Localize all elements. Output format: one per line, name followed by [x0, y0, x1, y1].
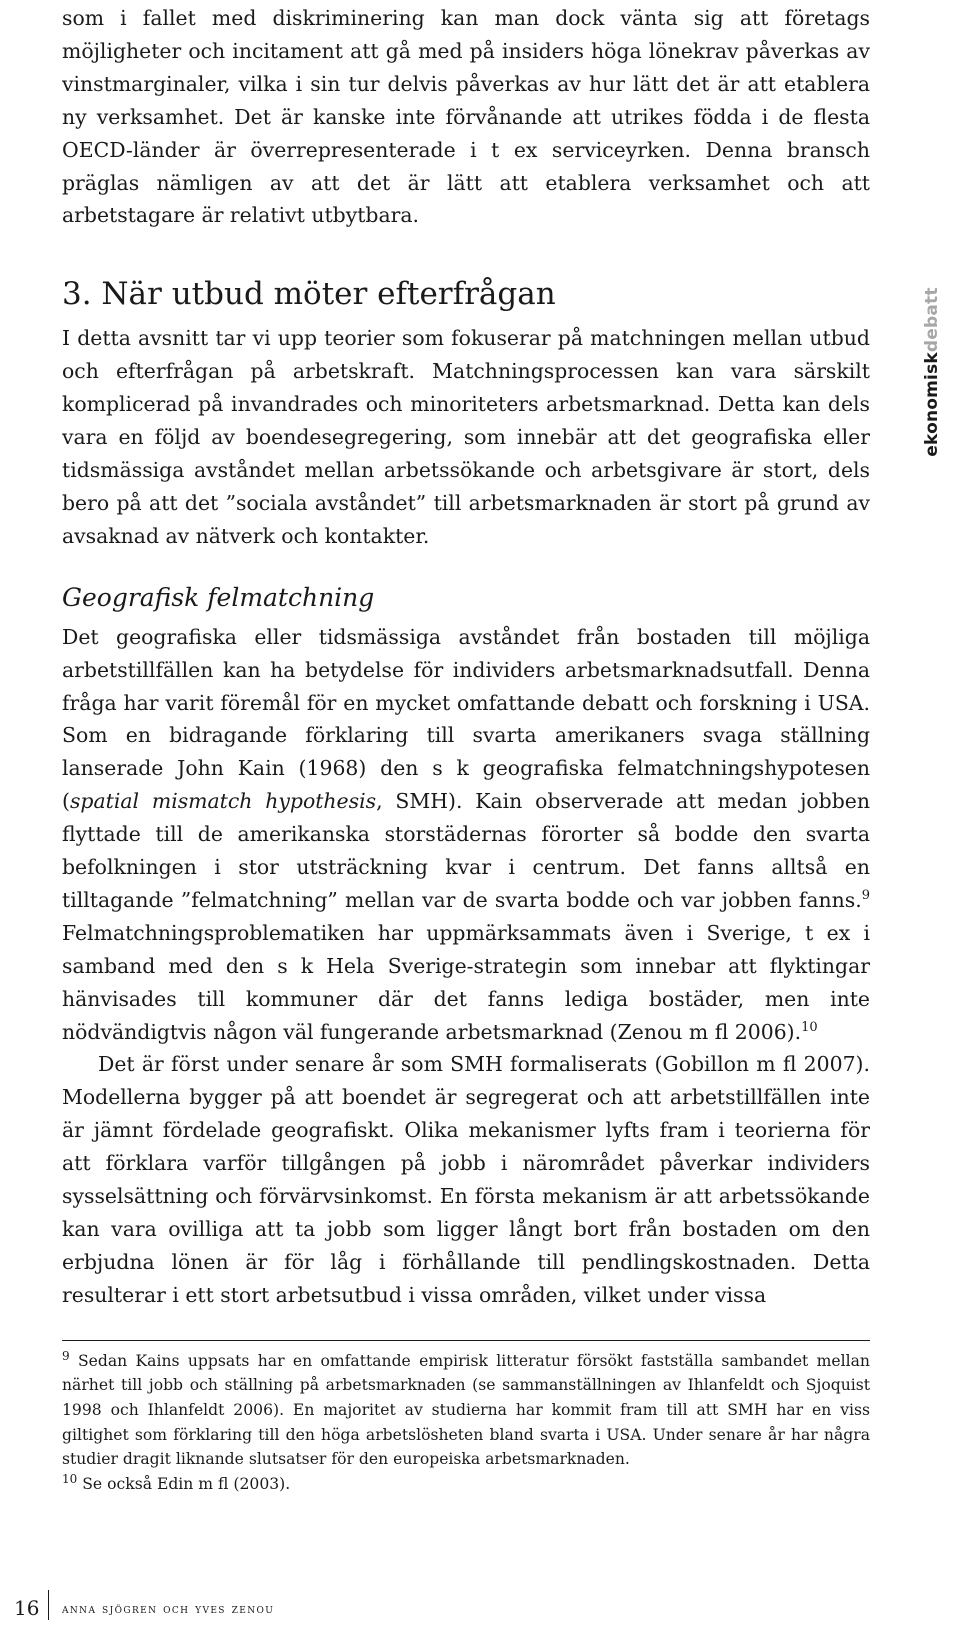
journal-name-part2: debatt: [922, 287, 942, 353]
subsection-paragraph-1: [62, 621, 870, 1049]
footnote-reference[interactable]: 9: [861, 888, 870, 904]
subsection-heading: Geografisk felmatchning: [62, 582, 375, 612]
footnote-9: [62, 1349, 870, 1472]
paragraph-text: Det geografiska eller tidsmässiga avståndet från bostaden till möjliga arbetstillfällen kan ha betydelse för individers arbetsmarknadsutfall. Denna fråga har varit föremål för en mycket omfattande debatt och forskning i USA. Som en bidragande förklaring till svarta amerikaners svaga ställning lanserade John Kain (1968) den s k geografiska felmatchningshypotesen (: [62, 624, 870, 814]
footnote-separator: [62, 1340, 870, 1341]
page-footer: [0, 1594, 960, 1624]
section-heading: 3. När utbud möter efterfrågan: [62, 276, 556, 313]
footnote-number: 10: [62, 1471, 78, 1486]
italic-term: spatial mismatch hypothesis: [69, 789, 377, 814]
footnote-10: [62, 1472, 870, 1497]
footnote-number: 9: [62, 1348, 70, 1363]
footnote-reference[interactable]: 10: [801, 1019, 818, 1035]
journal-name-part1: ekonomisk: [922, 352, 942, 457]
subsection-paragraph-2: Det är först under senare år som SMH formaliserats (Gobillon m fl 2007). Modellerna bygger på att boendet är segregerat och att arbetstillfällen inte är jämnt fördelade geografiskt. Olika mekanismer lyfts fram i teorierna för att förklara varför tillgången på jobb i närområdet påverkar individers sysselsättning och förvärvsinkomst. En första mekanism är att arbetssökande kan vara ovilliga att ta jobb som ligger långt bort från bostaden om den erbjudna lönen är för låg i förhållande till pendlingskostnaden. Detta resulterar i ett stort arbetsutbud i vissa områden, vilket under vissa: [62, 1052, 870, 1307]
paragraph-text: , SMH). Kain observerade att medan jobben flyttade till de amerikanska storstädernas förorter så bodde den svarta befolkningen i stor utsträckning kvar i centrum. Det fanns alltså en tilltagande ”felmatchning” mellan var de svarta bodde och var jobben fanns.: [62, 789, 870, 912]
page-body: [62, 0, 870, 1496]
running-authors: anna sjögren och yves zenou: [62, 1601, 275, 1617]
journal-sidebar: [918, 282, 946, 462]
page-number: 16: [14, 1596, 40, 1620]
footer-divider: [48, 1590, 49, 1620]
section-paragraph: I detta avsnitt tar vi upp teorier som fokuserar på matchningen mellan utbud och efterfrågan på arbetskraft. Matchningsprocessen kan vara särskilt komplicerad på invandrades och minoriteters arbetsmarknad. Detta kan dels vara en följd av boendesegregering, som innebär att det geografiska eller tidsmässiga avståndet mellan arbetssökande och arbetsgivare är stort, dels bero på att det ”sociala avståndet” till arbetsmarknaden är stort på grund av avsaknad av nätverk och kontakter.: [62, 326, 870, 548]
journal-name: [922, 287, 942, 456]
paragraph-text: Felmatchningsproblematiken har uppmärksammats även i Sverige, t ex i samband med den s k Hela Sverige-strategin som innebar att flyktingar hänvisades till kommuner där det fanns lediga bostäder, men inte nödvändigtvis någon väl fungerande arbetsmarknad (Zenou m fl 2006).: [62, 920, 870, 1044]
footnote-text: Se också Edin m fl (2003).: [82, 1474, 291, 1493]
footnote-text: Sedan Kains uppsats har en omfattande empirisk litteratur försökt fastställa sambandet mellan närhet till jobb och ställning på arbetsmarknaden (se sammanställningen av Ihlanfeldt och Sjoquist 1998 och Ihlanfeldt 2006). En majoritet av studierna har kommit fram till att SMH har en viss giltighet som förklaring till den höga arbetslösheten bland svarta i USA. Under senare år har några studier dragit liknande slutsatser för den europeiska arbetsmarknaden.: [62, 1351, 870, 1469]
intro-paragraph: som i fallet med diskriminering kan man dock vänta sig att företags möjligheter och incitament att gå med på insiders höga lönekrav påverkas av vinstmarginaler, vilka i sin tur delvis påverkas av hur lätt det är att etablera ny verksamhet. Det är kanske inte förvånande att utrikes födda i de flesta OECD-länder är överrepresenterade i t ex serviceyrken. Denna bransch präglas nämligen av att det är lätt att etablera verksamhet och att arbetstagare är relativt utbytbara.: [62, 6, 870, 228]
